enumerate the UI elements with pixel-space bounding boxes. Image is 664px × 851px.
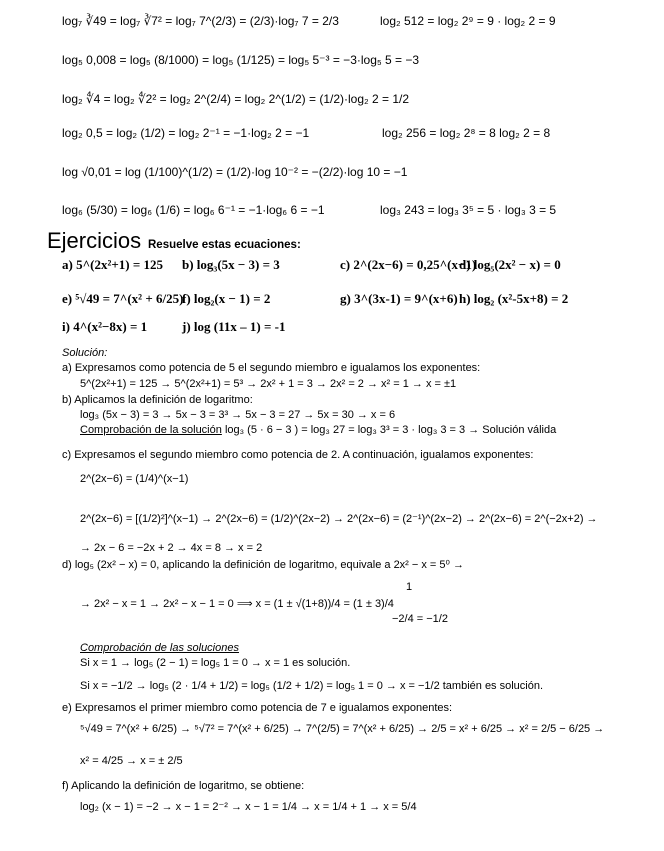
example-m: log √0,01 = log (1/100)^(1/2) = (1/2)·log 10⁻² = −(2/2)·log 10 = −1 [62,165,408,179]
solution-e-result: x² = 4/25 → x = ± 2/5 [80,755,183,767]
example-n: log₆ (5/30) = log₆ (1/6) = log₆ 6⁻¹ = −1·log₆ 6 = −1 [62,203,325,217]
example-l: log₂ 256 = log₂ 2⁸ = 8 log₂ 2 = 8 [382,126,551,140]
solution-heading: Solución: [62,347,108,359]
exercise-i: i) 4^(x²−8x) = 1 [62,319,148,334]
solution-d-steps: → 2x² − x = 1 → 2x² − x − 1 = 0 ⟹ x = (1 ± √(1+8))/4 = (1 ± 3)/4 [80,598,394,610]
section-subtitle: Resuelve estas ecuaciones: [148,239,301,251]
exercise-c: c) 2^(2x−6) = 0,25^(x−1) [340,257,477,272]
solution-e-steps: ⁵√49 = 7^(x² + 6/25) → ⁵√7² = 7^(x² + 6/25) → 7^(2/5) = 7^(x² + 6/25) → 2/5 = x² + 6/25 → x² = 2/5 − 6/25 → [80,723,605,735]
solution-d-intro: d) log₅ (2x² − x) = 0, aplicando la definición de logaritmo, equivale a 2x² − x = 5⁰ → [62,559,464,571]
solution-b-steps: log₃ (5x − 3) = 3 → 5x − 3 = 3³ → 5x − 3 = 27 → 5x = 30 → x = 6 [80,409,396,421]
solution-c-step2: 2^(2x−6) = [(1/2)²]^(x−1) → 2^(2x−6) = (1/2)^(2x−2) → 2^(2x−6) = (2⁻¹)^(2x−2) → 2^(2x−6) = 2^(−2x+2) → [80,513,598,525]
example-h: log₂ 512 = log₂ 2⁹ = 9 · log₂ 2 = 9 [380,14,556,28]
solution-f-intro: f) Aplicando la definición de logaritmo, se obtiene: [62,780,305,792]
solution-d-check2: Si x = −1/2 → log₅ (2 · 1/4 + 1/2) = log₅ (1/2 + 1/2) = log₅ 1 = 0 → x = −1/2 también es solución. [80,680,544,692]
example-g: log₇ ∛49 = log₇ ∛7² = log₇ 7^(2/3) = (2/3)·log₇ 7 = 2/3 [62,14,339,28]
section-title: Ejercicios [47,228,142,253]
solution-f-steps: log₂ (x − 1) = −2 → x − 1 = 2⁻² → x − 1 = 1/4 → x = 1/4 + 1 → x = 5/4 [80,801,417,813]
solution-b-check-text: log₃ (5 · 6 − 3 ) = log₃ 27 = log₃ 3³ = 3 · log₃ 3 = 3 → Solución válida [224,424,557,436]
solution-d-check1: Si x = 1 → log₅ (2 − 1) = log₅ 1 = 0 → x = 1 es solución. [80,657,351,669]
example-j: log₂ ∜4 = log₂ ∜2² = log₂ 2^(2/4) = log₂ 2^(1/2) = (1/2)·log₂ 2 = 1/2 [62,92,410,106]
solution-b-check [80,423,556,437]
exercise-j: j) log (11x – 1) = -1 [182,319,286,334]
exercise-b: b) log₃(5x − 3) = 3 [182,257,280,272]
solution-b-intro: b) Aplicamos la definición de logaritmo: [62,394,253,406]
solution-c-step1: 2^(2x−6) = (1/4)^(x−1) [80,473,189,485]
solution-a-steps: 5^(2x²+1) = 125 → 5^(2x²+1) = 5³ → 2x² + 1 = 3 → 2x² = 2 → x² = 1 → x = ±1 [80,378,457,390]
solution-e-intro: e) Expresamos el primer miembro como potencia de 7 e igualamos exponentes: [62,702,453,714]
solution-c-step3: → 2x − 6 = −2x + 2 → 4x = 8 → x = 2 [80,542,263,554]
solution-c-intro: c) Expresamos el segundo miembro como potencia de 2. A continuación, igualamos exponentes: [62,449,534,461]
exercise-g: g) 3^(3x-1) = 9^(x+6) [340,291,458,306]
solution-d-root2: −2/4 = −1/2 [392,613,448,625]
solution-a-intro: a) Expresamos como potencia de 5 el segundo miembro e igualamos los exponentes: [62,362,481,374]
solution-b-check-label: Comprobación de la solución [80,424,222,436]
example-ntilde: log₃ 243 = log₃ 3⁵ = 5 · log₃ 3 = 5 [380,203,557,217]
example-k: log₂ 0,5 = log₂ (1/2) = log₂ 2⁻¹ = −1·log₂ 2 = −1 [62,126,310,140]
exercise-f: f) log₂(x − 1) = 2 [182,291,271,306]
exercise-h: h) log₂ (x²-5x+8) = 2 [459,291,569,306]
solution-d-root1: 1 [406,581,413,593]
solution-d-check-label: Comprobación de las soluciones [80,642,239,654]
example-i: log₅ 0,008 = log₅ (8/1000) = log₅ (1/125) = log₅ 5⁻³ = −3·log₅ 5 = −3 [62,53,420,67]
exercise-d: d) log₅(2x² − x) = 0 [459,257,561,272]
exercise-e: e) ⁵√49 = 7^(x² + 6/25) [62,291,184,306]
exercise-a: a) 5^(2x²+1) = 125 [62,257,164,272]
